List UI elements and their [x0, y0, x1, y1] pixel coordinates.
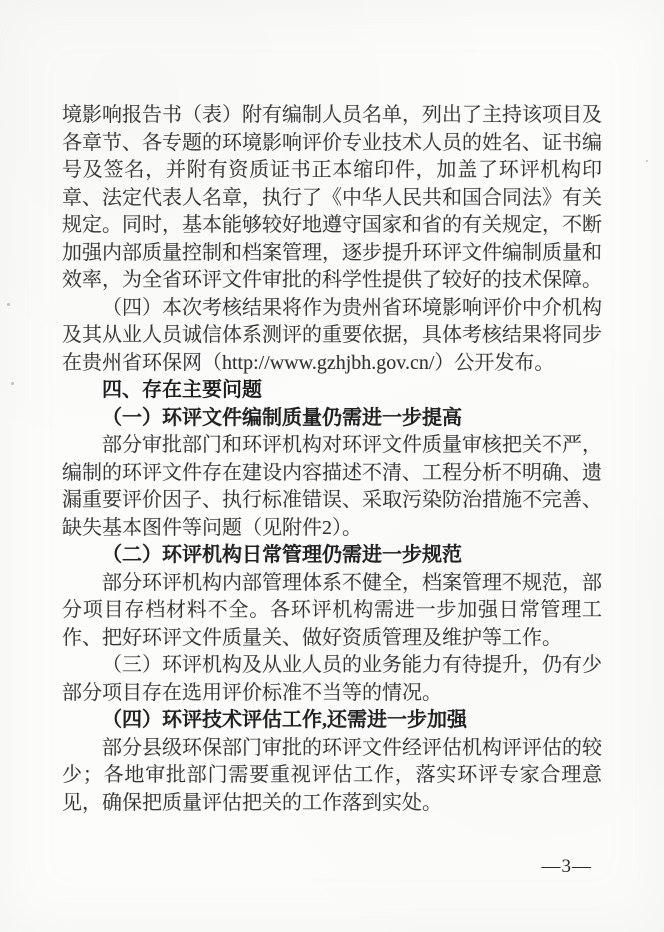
heading2: （四）环评技术评估工作,还需进一步加强 — [102, 709, 467, 731]
heading2: （二）环评机构日常管理仍需进一步规范 — [102, 544, 462, 566]
paragraph: 部分审批部门和环评机构对环评文件质量审核把关不严，编制的环评文件存在建设内容描述不清、工程分析不明确、遗漏重要评价因子、执行标准错误、采取污染防治措施不完善、缺失基本图件等问题（见附件2）。 — [62, 434, 602, 539]
paragraph: 境影响报告书（表）附有编制人员名单，列出了主持该项目及各章节、各专题的环境影响评价专业技术人员的姓名、证书编号及签名，并附有资质证书正本缩印件，加盖了环评机构印章、法定代表人名章，执行了《中华人民共和国合同法》有关规定。同时，基本能够较好地遵守国家和省的有关规定，不断加强内部质量控制和档案管理，逐步提升环评文件编制质量和效率，为全省环评文件审批的科学性提供了较好的技术保障。 — [62, 104, 602, 291]
page-number: —3— — [541, 856, 592, 877]
heading2: （一）环评文件编制质量仍需进一步提高 — [102, 406, 462, 429]
scan-speck — [646, 160, 648, 162]
document-content — [62, 102, 602, 817]
paragraph: 部分环评机构内部管理体系不健全，档案管理不规范，部分项目存档材料不全。各环评机构需进一步加强日常管理工作、把好环评文件质量关、做好资质管理及维护等工作。 — [62, 571, 602, 649]
paragraph: 部分县级环保部门审批的环评文件经评估机构评评估的较少；各地审批部门需要重视评估工作，落实环评专家合理意见，确保把质量评估把关的工作落到实处。 — [62, 736, 602, 814]
heading1: 四、存在主要问题 — [102, 379, 262, 401]
paragraph: （三）环评机构及从业人员的业务能力有待提升，仍有少部分项目存在选用评价标准不当等的情况。 — [62, 654, 602, 704]
scan-speck — [11, 382, 14, 385]
paragraph: （四）本次考核结果将作为贵州省环境影响评价中介机构及其从业人员诚信体系测评的重要依据，具体考核结果将同步在贵州省环保网（http://www.gzhjbh.gov.cn/）公开发布。 — [62, 296, 602, 374]
scan-speck — [7, 303, 10, 306]
